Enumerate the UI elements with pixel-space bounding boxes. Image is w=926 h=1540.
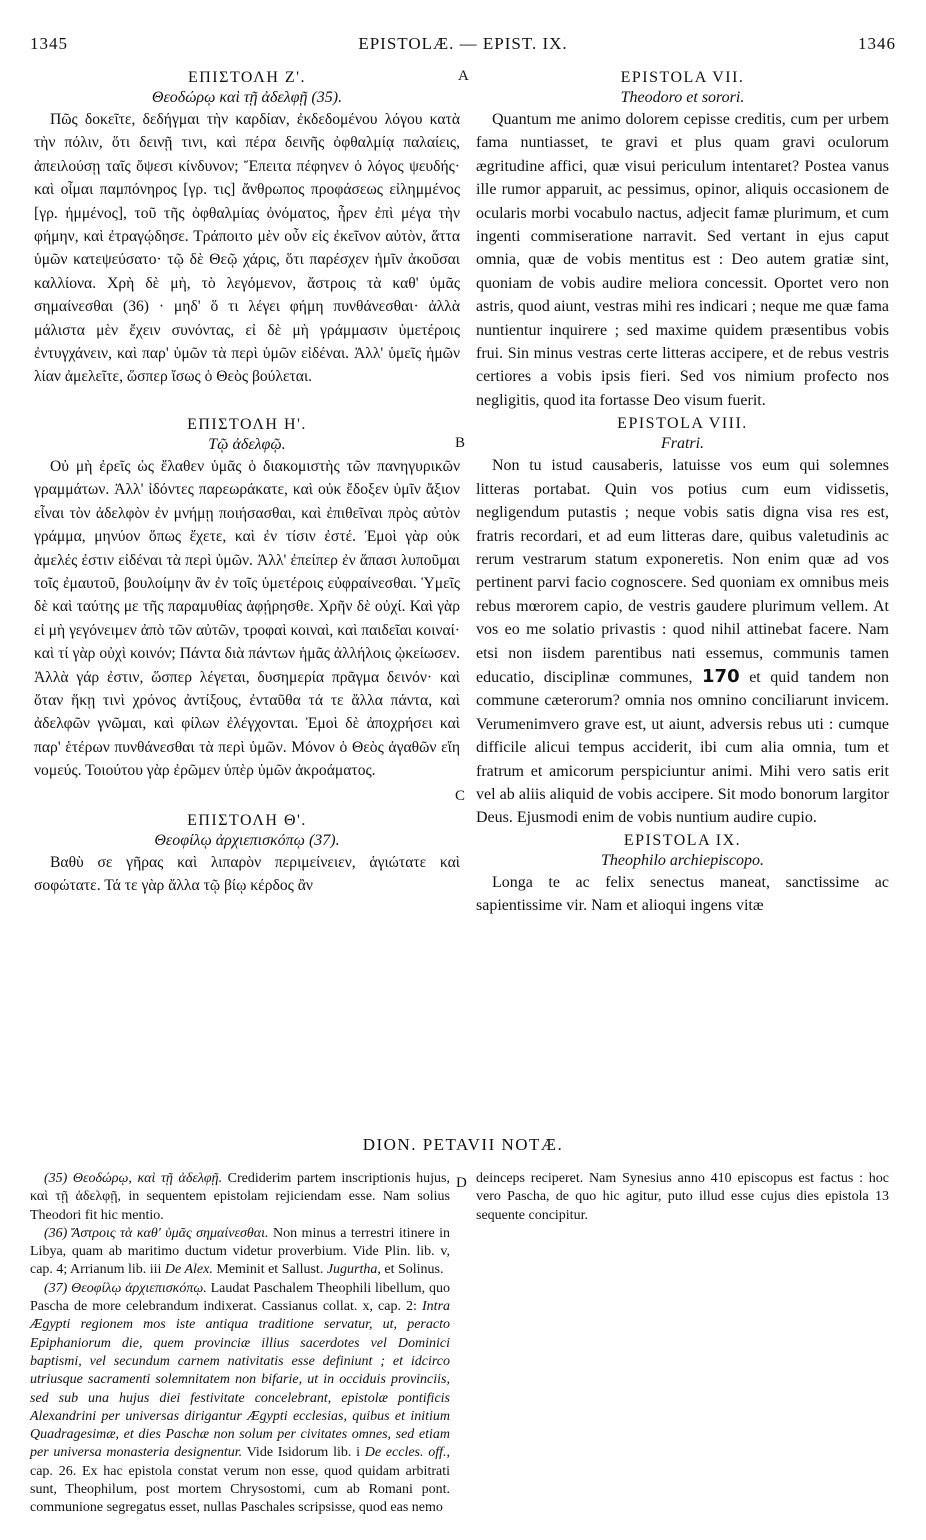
note-37-continued: [476, 1170, 889, 1225]
page-number-left: 1345: [30, 34, 68, 53]
latin-ep7-address: Theodoro et sorori.: [620, 89, 745, 106]
latin-ep8-address: Fratri.: [660, 435, 705, 453]
greek-ep7-heading: ΕΠΙΣΤΟΛΗ Ζ'.: [187, 69, 307, 86]
running-title: EPISTOLÆ. — EPIST. IX.: [358, 34, 568, 53]
note-36-text-c: , et Solinus.: [377, 1262, 444, 1278]
note-35-text: Crediderim partem inscriptionis hujus, καὶ τῇ ἀδελφῇ, in sequentem epistolam rejiciendam esse. Nam solius Theodori fit hic mentio.: [30, 1171, 451, 1223]
latin-ep8-heading: EPISTOLA VIII.: [617, 415, 748, 433]
note-36-italic-a: De Alex.: [164, 1262, 213, 1278]
note-36: [30, 1225, 450, 1280]
latin-ep9-text: Longa te ac felix senectus maneat, sanctissime ac sapientissime vir. Nam et alioqui ingens vitæ: [476, 873, 889, 915]
note-37-text: Laudat Paschalem Theophili libellum, quo Pascha de more celebrandum indixerat. Cassianus collat. x, cap. 2:: [30, 1280, 451, 1315]
margin-marker-d: D: [456, 1175, 467, 1191]
notes-title: DION. PETAVII NOTÆ.: [362, 1135, 564, 1154]
note-37-text-c: , cap. 26. Ex hac epistola constat verum non esse, quod quidam arbitrati sunt, Theophilum, post mortem Chrysostomi, cum ab Romani pont. communione segregatus esset, nullas Paschales scripsisse, quod eas nemo: [30, 1445, 451, 1516]
note-37-text-b: Vide Isidorum lib. i: [246, 1445, 360, 1461]
margin-marker-b: B: [455, 435, 466, 451]
latin-ep8-text-b: et quid tandem non commune cæterorum? omnia nos omnino conciliarunt invicem. Verumenimvero grave est, ut aiunt, adversis rebus uti : cumque difficile alicui tempus acciderit, ibi cum alia omnia, tum et fratrum et amicorum perspiciuntur animi. Mihi vero satis erit vel ab aliis aliquid de vobis accipere. Sit modo bonorum largitor Deus. Ejusmodi enim de vobis nuntium audire cupio.: [476, 668, 890, 827]
note-35: [30, 1170, 450, 1225]
note-37-start: [30, 1280, 450, 1518]
note-36-text-a: Non minus a terrestri itinere in Libya, quam ab maritimo ductum videtur proverbium. Vide Plin. lib. v, cap. 4; Arrianum lib. iii: [30, 1225, 451, 1278]
greek-ep9-heading: ΕΠΙΣΤΟΛΗ Θ'.: [187, 811, 307, 829]
note-37-lemma: (37) Θεοφίλῳ ἀρχιεπισκόπῳ.: [44, 1280, 207, 1296]
greek-ep7-text: Πῶς δοκεῖτε, δεδήγμαι τὴν καρδίαν, ἐκδεδομένου λόγου κατὰ τὴν πόλιν, ὅτι δεινῇ τινι, καὶ πέρα δεινῆς ὀφθαλμίᾳ παλαίεις, ἀπειλούσῃ ταῖς ὄψεσι κίνδυνον; Ἔπειτα πέφηνεν ὁ λόγος ψευδής· καὶ οἶμαι παμπόνηρος [γρ. τις] ἄνθρωπος προφάσεως εἰλημμένος [γρ. ἡμμένος], τοῦ τῆς ὀφθαλμίας ὀνόματος, ἦρεν ἐπὶ μέγα τὴν φήμην, καὶ ἐτραγῴδησε. Τράποιτο μὲν οὖν εἰς ἐκεῖνον αὐτὸν, ἅττα ὑμῶν κατεψεύσατο· τῷ δὲ Θεῷ χάρις, ὅτι παρέσχεν ἡμῖν ἀκοῦσαι καλλίονα. Χρὴ δὲ μὴ, τὸ λεγόμενον, ἄστροις τὰ καθ' ὑμᾶς σημαίνεσθαι (36) · μηδ' ὅ τι λέγει φήμη πυνθάνεσθαι· ἀλλὰ μάλιστα μὲν ἔχειν συνόντας, εἰ δὲ μὴ γράμμασιν ὑμετέροις ἐντυγχάνειν, καὶ παρ' ὑμῶν τὰ περὶ ὑμῶν εἰδέναι. Ἀλλ' ὑμεῖς ἡμῶν λίαν ἀμελεῖτε, ὥσπερ ἴσως ὁ Θεὸς βούλεται.: [34, 111, 460, 386]
margin-marker-a: A: [458, 68, 469, 84]
running-head: [30, 34, 896, 58]
latin-ep8-text-a: Non tu istud causaberis, latuisse vos eum qui solemnes litteras portabat. Quin vos potius cum eum vidissetis, negligendum putastis ; neque vobis satis digna visa res est, fratris recordari, et ad eum litteras dare, quibus valetudinis ac rerum vestrarum statum exponeretis. Non enim quæ ad vos pertinent parvi facio cognoscere. Sed quoniam ex omnibus meis rebus mœrorem capio, de vestris gaudere plurimum vellem. At vos eo me solatio privastis : quod nihil attinebat facere. Nam etsi non iisdem parentibus nati essemus, communis tamen educatio, disciplinæ communes,: [476, 457, 889, 686]
greek-ep9-address: Θεοφίλῳ ἀρχιεπισκόπῳ (37).: [154, 831, 340, 849]
note-36-italic-b: Jugurtha: [326, 1262, 378, 1278]
greek-column: [34, 68, 460, 897]
note-37-italic-b: De eccles. off.: [364, 1445, 447, 1461]
page-number-right: 1346: [858, 34, 896, 53]
notes-left-column: [30, 1170, 450, 1518]
note-37-text-c: deinceps reciperet. Nam Synesius anno 410 episcopus est factus : hoc vero Pascha, de quo hic agitur, puto illud esse cujus dies epistola 13 sequente concipitur.: [476, 1171, 889, 1223]
greek-ep7-address: Θεοδώρῳ καὶ τῇ ἀδελφῇ (35).: [151, 89, 343, 106]
page-marker-number: 170: [702, 665, 740, 687]
latin-ep9-address: Theophilo archiepiscopo.: [601, 851, 764, 869]
latin-ep8-text: [476, 454, 889, 830]
latin-column: [476, 68, 889, 918]
note-35-lemma: (35) Θεοδώρῳ, καὶ τῇ ἀδελφῇ.: [44, 1171, 223, 1186]
note-36-lemma: (36) Ἄστροις τὰ καθ' ὑμᾶς σημαίνεσθαι.: [44, 1225, 269, 1241]
greek-ep9-text: Βαθὺ σε γῆρας καὶ λιπαρὸν περιμείνειεν, ἁγιώτατε καὶ σοφώτατε. Τά τε γὰρ ἄλλα τῷ βίῳ κέρδος ἂν: [34, 853, 460, 894]
note-37-italic: Intra Ægypti regionem mos iste antiqua traditione servatur, ut, peracto Epiphaniorum die, quem provinciæ illius sacerdotes vel Dominici baptismi, vel secundum carnem nativitatis esse definiunt ; et idcirco utriusque sacramenti solemnitatem non bifarie, ut in occiduis provinciis, sed sub una hujus diei festivitate concelebrant, epistolæ pontificis Alexandrini per universas dirigantur Ægypti ecclesias, quibus et initium Quadragesimæ, et dies Paschæ non solum per civitates omnes, sed etiam per universa monasteria designentur.: [30, 1299, 451, 1461]
margin-marker-c: C: [455, 788, 466, 804]
greek-ep8-address: Τῷ ἀδελφῷ.: [208, 435, 286, 453]
latin-ep7-text: Quantum me animo dolorem cepisse creditis, cum per urbem fama nuntiasset, te gravi et plus quam gravi oculorum ægritudine affici, quæ visui periculum intentaret? Postea vanus ille rumor apparuit, ac pessimus, opinor, aliquis occasionem de ocularis morbi vocabulo nactus, adjecit famæ plurimum, et cum ingenti commiseratione narravit. Sed vertant in ejus caput omnia, quæ de vobis mentitus est : Deo autem gratiæ sint, quoniam de vobis audire meliora concessit. Oportet vero non astris, quod aiunt, vestras mihi res indicari ; neque me quæ fama nuntientur inquirere ; sed maxime quidem præsentibus vobis frui. Sin minus vestras certe litteras accipere, et de rebus vestris certiores a vobis ipsis fieri. Sed vos nimium profecto nos negligitis, quod ita fortasse Deo visum fuerit.: [476, 111, 889, 409]
greek-ep8-text: Οὐ μὴ ἐρεῖς ὡς ἔλαθεν ὑμᾶς ὁ διακομιστὴς τῶν πανηγυρικῶν γραμμάτων. Ἀλλ' ἰδόντες παρεωράκατε, καὶ οὐκ ἔδοξεν ὑμῖν ἄξιον εἶναι τὸν ἀδελφὸν ἐν μνήμῃ ποιήσασθαι, καὶ ἐπιθεῖναι πρὸς αὐτὸν γράμμα, μηνύον ὅπως ἔχετε, καὶ ἐν τίσιν ἐστέ. Ἐμοὶ γὰρ οὐκ ἀμελές ἐστιν εἰδέναι τὰ περὶ ὑμῶν. Ἀλλ' ἐπείπερ ἐν ἅπασι λυποῦμαι τοῖς ἐμαυτοῦ, βουλοίμην ἂν ἐν τοῖς ὑμετέροις εὐφραίνεσθαι. Ὑμεῖς δὲ καὶ ταύτης με τῆς παραμυθίας ἀφῄρησθε. Χρῆν δὲ οὐχί. Καὶ γὰρ εἰ μὴ γεγόνειμεν ἀπὸ τῶν αὐτῶν, τροφαὶ κοιναὶ, καὶ παιδεῖαι κοιναί· καὶ τί γὰρ οὐχὶ κοινόν; Πάντα διὰ πάντων ἡμᾶς ἀλλήλοις ᾠκείωσεν. Ἀλλὰ γάρ ἐστιν, ὥσπερ λέγεται, δυσημερία πρᾶγμα δεινόν· καὶ ὅταν ἥκῃ τινὶ χρόνος ἀντίξους, ἐνταῦθα τά τε ἄλλα πάντα, καὶ ἀδελφῶν γνῶμαι, καὶ φίλων ἐλέγχονται. Ἐμοὶ δὲ ἀποχρήσει καὶ παρ' ἑτέρων πυνθάνεσθαι τὰ περὶ ὑμῶν. Μόνον ὁ Θεὸς ἀγαθῶν εἴη νομεύς. Τοιούτου γὰρ ἐρῶμεν ὑπὲρ ὑμῶν ἀκροάματος.: [34, 457, 460, 780]
greek-ep8-heading: ΕΠΙΣΤΟΛΗ Η'.: [187, 415, 307, 433]
latin-ep9-heading: EPISTOLA IX.: [623, 831, 742, 849]
note-36-text-b: Meminit et Sallust.: [216, 1262, 324, 1278]
notes-right-column: [476, 1170, 889, 1225]
latin-ep7-heading: EPISTOLA VII.: [620, 69, 745, 86]
